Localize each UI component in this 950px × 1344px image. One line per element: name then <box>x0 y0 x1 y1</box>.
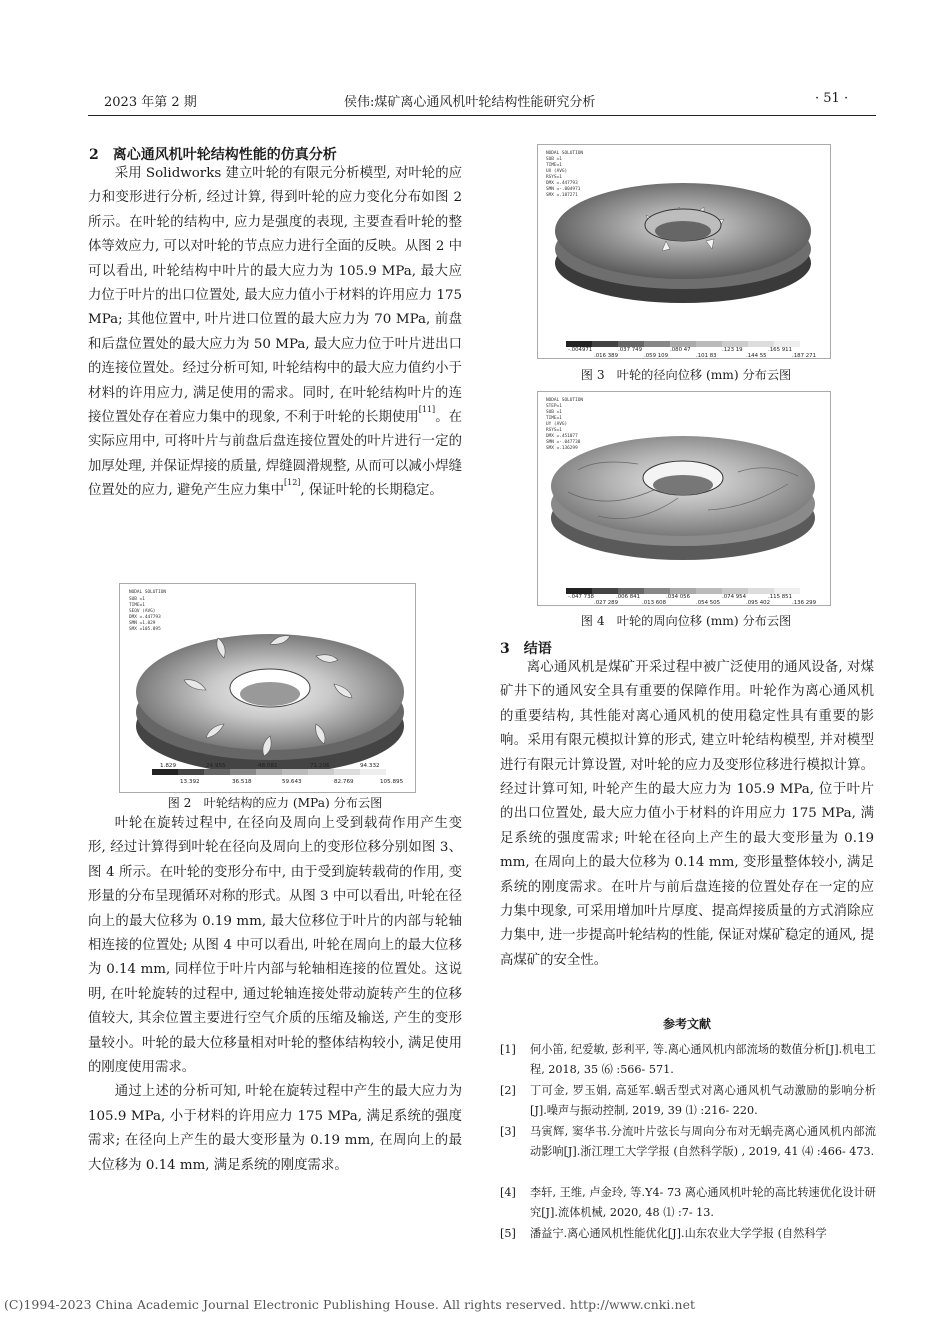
fig4-scale-label: .115 851 <box>768 594 793 600</box>
fig3-info-line: TIME=1 <box>546 163 562 168</box>
page-number: · 51 · <box>815 91 849 106</box>
running-title: 侯伟:煤矿离心通风机叶轮结构性能研究分析 <box>344 95 596 110</box>
fig3-scale-label: .165 911 <box>768 347 793 353</box>
fig4-scale-label: .054 505 <box>696 600 721 605</box>
left-column-text-2 <box>88 812 462 1178</box>
fig2-scale-label: 59.643 <box>282 779 302 785</box>
fig3-info-line: UX (AVG) <box>546 169 568 174</box>
fig2-scale-label: 24.955 <box>206 763 226 769</box>
fig3-info-line: NODAL SOLUTION <box>546 151 584 156</box>
fig4-info-line: RSYS=1 <box>546 428 562 433</box>
fig4-info-line: UY (AVG) <box>546 422 568 427</box>
fig3-scale-label: .016 389 <box>594 353 619 358</box>
fig3-info-line: SUB =1 <box>546 157 562 162</box>
fig4-info-line: SMX =.136299 <box>546 446 578 451</box>
figure-3-radial-displacement <box>537 144 831 359</box>
figure-2-stress-contour <box>119 583 416 793</box>
reference-item: [4] 李轩, 王维, 卢金玲, 等.Y4- 73 离心通风机叶轮的高比转速优化设计研究[J].流体机械, 2020, 48 ⑴ :7- 13. <box>500 1186 876 1219</box>
fig4-info-line: TIME=1 <box>546 416 562 421</box>
fig2-scale-label: 71.206 <box>310 763 330 769</box>
fig3-scale-label: .187 271 <box>792 353 817 358</box>
fig3-scale-label: .101 83 <box>696 353 717 358</box>
fig3-scale-label: -.004971 <box>568 347 593 353</box>
fig4-info-line: SUB =1 <box>546 410 562 415</box>
fig4-info-line: NODAL SOLUTION <box>546 398 584 403</box>
fig4-scale-label: .136 299 <box>792 600 817 605</box>
fig2-scale-label: 48.081 <box>258 763 278 769</box>
section-2-paragraph-2: 叶轮在旋转过程中, 在径向及周向上受到载荷作用产生变形, 经过计算得到叶轮在径向及周向上的变形位移分别如图 3、图 4 所示。在叶轮的变形分布中, 由于受到旋转载荷的作用, 变形量的分布呈现循环对称的形式。从图 3 中可以看出, 叶轮在径向上的最大位移为 0.19 mm, 最大位移位于叶片的内部与轮轴相连接的位置处; 从图 4 中可以看出, 叶轮在周向上的最大位移为 0.14 mm, 同样位于叶片内部与轮轴相连接的位置处。这说明, 在叶轮旋转的过程中, 通过轮轴连接处带动旋转产生的位移值较大, 其余位置主要进行空气介质的压缩及输送, 产生的变形量较小。叶轮的最大位移量相对叶轮的整体结构较小, 满足使用的刚度使用需求。 <box>88 816 462 1076</box>
fig4-scale-label: .095 402 <box>746 600 771 605</box>
fig4-info-line: STEP=1 <box>546 404 562 409</box>
figure-4-circumferential-displacement <box>537 391 831 606</box>
section-3-paragraph-1: 离心通风机是煤矿开采过程中被广泛使用的通风设备, 对煤矿井下的通风安全具有重要的保障作用。叶轮作为离心通风机的重要结构, 其性能对离心通风机的使用稳定性具有重要的影响。采用有限元模拟计算的形式, 建立叶轮结构模型, 并对模型进行有限元计算设置, 对叶轮的应力及变形位移进行模拟计算。经过计算可知, 叶轮产生的最大应力为 105.9 MPa, 位于叶片的出口位置处, 最大应力值小于材料的许用应力 175 MPa, 满足系统的强度需求; 叶轮在径向上产生的最大变形量为 0.19 mm, 在周向上的最大位移为 0.14 mm, 变形量整体较小, 满足系统的刚度需求。在叶片与前后盘连接的位置处存在一定的应力集中现象, 可采用增加叶片厚度、提高焊接质量的方式消除应力集中, 进一步提高叶轮结构的性能, 保证对煤矿稳定的通风, 提高煤矿的安全性。 <box>500 660 874 968</box>
section-3-heading: 3 结语 <box>500 641 552 657</box>
fig2-info-line: SMX =105.895 <box>129 627 161 632</box>
fig4-info-line: DMX =.451077 <box>546 434 578 439</box>
fig3-scale-label: .123 19 <box>722 347 743 353</box>
figure-2-caption: 图 2 叶轮结构的应力 (MPa) 分布云图 <box>167 796 383 810</box>
fig4-scale-label: .034 056 <box>666 594 691 600</box>
fig2-scale-label: 82.769 <box>334 779 354 785</box>
figure-3-caption: 图 3 叶轮的径向位移 (mm) 分布云图 <box>580 368 792 382</box>
fig2-info-line: SEQV (AVG) <box>129 609 156 614</box>
fig2-scale-label: 94.332 <box>360 763 380 769</box>
fig3-scale-label: .037 749 <box>618 347 643 353</box>
fig4-scale-label: .074 954 <box>722 594 747 600</box>
left-column-text-1 <box>88 162 462 504</box>
fig3-scale-label: .059 109 <box>644 353 669 358</box>
citation-11: [11] <box>418 405 436 415</box>
copyright-footer: (C)1994-2023 China Academic Journal Electronic Publishing House. All rights reserved. http://www.cnki.net <box>4 1297 696 1312</box>
fig3-scale-label: .144 55 <box>746 353 767 358</box>
fig4-info-line: SMN =-.047738 <box>546 440 581 445</box>
fig3-info-line: SMN =-.004971 <box>546 187 581 192</box>
fig2-scale-label: 1.829 <box>160 763 177 769</box>
fig2-info-line: DMX =.447793 <box>129 615 161 620</box>
right-column-text <box>500 656 874 973</box>
fig2-info-line: SUB =1 <box>129 597 145 602</box>
citation-12: [12] <box>283 478 301 488</box>
header-rule <box>88 115 876 116</box>
fig2-info-line: SMN =1.829 <box>129 621 156 626</box>
figure-4-caption: 图 4 叶轮的周向位移 (mm) 分布云图 <box>580 614 792 628</box>
fig2-info-line: NODAL SOLUTION <box>129 590 167 595</box>
fig3-info-line: SMX =.187271 <box>546 193 578 198</box>
reference-item: [2] 丁可金, 罗玉娟, 高延军.蜗舌型式对离心通风机气动激励的影响分析[J].噪声与振动控制, 2019, 39 ⑴ :216- 220. <box>500 1084 876 1117</box>
fig4-scale-label: .006 841 <box>616 594 641 600</box>
reference-item: [1] 何小笛, 纪爱敏, 彭利平, 等.离心通风机内部流场的数值分析[J].机电工程, 2018, 35 ⑹ :566- 571. <box>500 1043 876 1076</box>
fig3-info-line: RSYS=1 <box>546 175 562 180</box>
section-2-paragraph-3: 通过上述的分析可知, 叶轮在旋转过程中产生的最大应力为 105.9 MPa, 小于材料的许用应力 175 MPa, 满足系统的强度需求; 在径向上产生的最大变形量为 0.19 mm, 在周向上的最大位移为 0.14 mm, 满足系统的刚度需求。 <box>88 1084 462 1173</box>
fig2-info-line: TIME=1 <box>129 603 145 608</box>
fig4-scale-label: .027 289 <box>594 600 619 605</box>
fig4-scale-label: -.047 738 <box>568 594 594 600</box>
fig2-color-scale <box>152 769 386 775</box>
section-2-heading: 2 离心通风机叶轮结构性能的仿真分析 <box>89 147 337 163</box>
fig2-scale-label: 105.895 <box>380 779 404 785</box>
fig3-info-line: DMX =.447793 <box>546 181 578 186</box>
journal-issue: 2023 年第 2 期 <box>104 95 197 110</box>
reference-item: [3] 马寅辉, 窦华书.分流叶片弦长与周向分布对无蜗壳离心通风机内部流动影响[J].浙江理工大学学报 (自然科学版) , 2019, 41 ⑷ :466- 473. <box>500 1125 876 1158</box>
fig2-scale-label: 36.518 <box>232 779 252 785</box>
references-title: 参考文献 <box>662 1017 711 1031</box>
fig4-scale-label: .013 608 <box>642 600 667 605</box>
section-2-paragraph-1: 采用 Solidworks 建立叶轮的有限元分析模型, 对叶轮的应力和变形进行分析, 经过计算, 得到叶轮的应力变化分布如图 2 所示。在叶轮的结构中, 应力是强度的表现, 主要查看叶轮的整体等效应力, 可以对叶轮的节点应力进行全面的反映。从图 2 中可以看出, 叶轮结构中叶片的最大应力为 105.9 MPa, 最大应力位于叶片的出口位置处, 最大应力值小于材料的许用应力 175 MPa; 其他位置中, 叶片进口位置的最大应力为 70 MPa, 前盘和后盘位置处的最大应力为 50 MPa, 最大应力位于叶片进出口的连接位置处。经过分析可知, 叶轮结构中的最大应力值约小于材料的许用应力, 满足使用的需求。同时, 在叶轮结构叶片的连接位置处存在着应力集中的现象, 不利于叶轮的长期使用[11]。在实际应用中, 可将叶片与前盘后盘连接位置处的叶片进行一定的加厚处理, 并保证焊接的质量, 焊缝圆滑规整, 从而可以减小焊缝位置处的应力, 避免产生应力集中[12], 保证叶轮的长期稳定。 <box>88 166 463 499</box>
fig3-scale-label: .080 47 <box>670 347 691 353</box>
reference-item: [5] 潘益宁.离心通风机性能优化[J].山东农业大学学报 (自然科学 <box>500 1227 827 1240</box>
fig2-scale-label: 13.392 <box>180 779 200 785</box>
